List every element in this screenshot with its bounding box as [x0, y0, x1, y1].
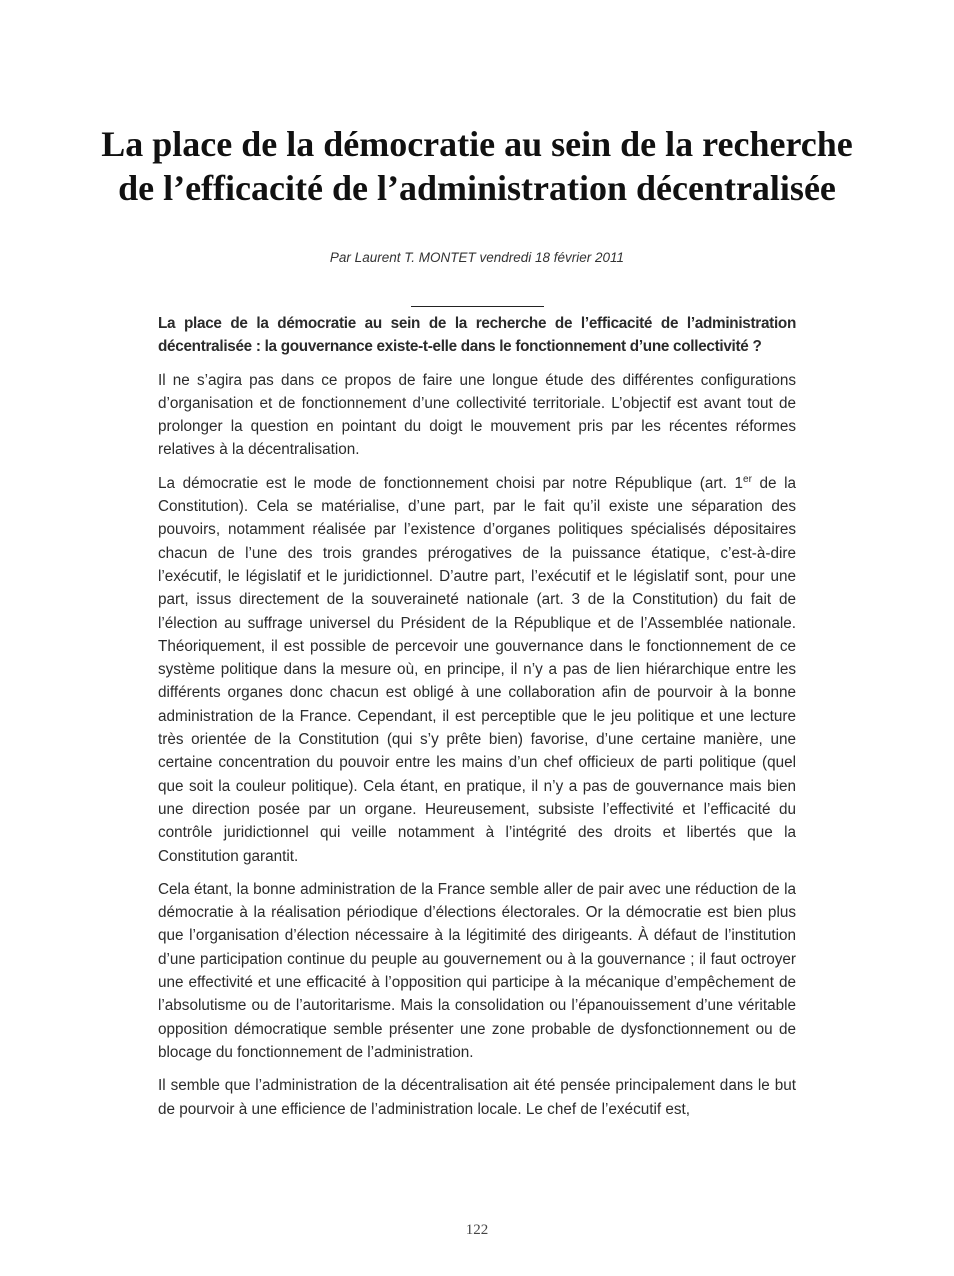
paragraph-2-start: La démocratie est le mode de fonctionnement choisi par notre République (art. 1: [158, 474, 744, 492]
article-byline: Par Laurent T. MONTET vendredi 18 février 2011: [329, 250, 625, 265]
paragraph-2: [158, 472, 796, 868]
article-title: La place de la démocratie au sein de la recherche de l’efficacité de l’administration décentralisée: [101, 124, 853, 208]
lead-paragraph: La place de la démocratie au sein de la recherche de l’efficacité de l’administration décentralisée : la gouvernance existe-t-elle dans le fonctionnement d’une collectivité ?: [158, 315, 796, 356]
article-body: [158, 312, 796, 1131]
page-number: 122: [465, 1222, 489, 1238]
paragraph-1: Il ne s’agira pas dans ce propos de faire une longue étude des différentes configurations d’organisation et de fonctionnement d’une collectivité territoriale. L’objectif est avant tout de prolonger la question en pointant du doigt le mouvement pris par les récentes réformes relatives à la décentralisation.: [158, 371, 796, 459]
paragraph-4: Il semble que l’administration de la décentralisation ait été pensée principalement dans le but de pourvoir à une efficience de l’administration locale. Le chef de l’exécutif est,: [158, 1077, 796, 1118]
paragraph-3: Cela étant, la bonne administration de la France semble aller de pair avec une réduction de la démocratie à la réalisation périodique d’élections électorales. Or la démocratie est bien plus que l’organisation d’élection nécessaire à la légitimité des dirigeants. À défaut de l’institution d’une participation continue du peuple au gouvernement ou à la gouvernance ; il faut octroyer une effectivité et une efficacité à l’opposition qui participe à la mécanique d’empêchement de l’absolutisme ou de l’autoritarisme. Mais la consolidation ou l’épanouissement d’une véritable opposition démocratique semble présenter une zone probable de dysfonctionnement ou de blocage du fonctionnement de l’administration.: [158, 880, 796, 1061]
ordinal-superscript: er: [743, 473, 752, 485]
title-divider: [411, 306, 544, 307]
paragraph-2-rest: de la Constitution). Cela se matérialise, d’une part, par le fait qu’il existe une séparation des pouvoirs, notamment réalisée par l’existence d’organes politiques spécialisés dépositaires chacun de l’une des trois grandes prérogatives de la puissance étatique, c’est-à-dire l’exécutif, le législatif et le juridictionnel. D’autre part, l’exécutif et le législatif sont, pour une part, issus directement de la souveraineté nationale (art. 3 de la Constitution) du fait de l’élection au suffrage universel du Président de la République et de l’Assemblée nationale. Théoriquement, il est possible de percevoir une gouvernance dans le fonctionnement de ce système politique dans la mesure où, en principe, il n’y a pas de lien hiérarchique entre les différents organes donc chacun est obligé à une collaboration afin de pourvoir à la bonne administration de la France. Cependant, il est perceptible que le jeu politique et une lecture très orientée de la Constitution (qui s’y prête bien) favorise, d’une certaine manière, une certaine concentration du pouvoir entre les mains d’un chef officieux de parti politique (quel que soit la couleur politique). Cela étant, en pratique, il n’y a pas de gouvernance mais bien une direction posée par un organe. Heureusement, subsiste l’effectivité et l’efficacité du contrôle juridictionnel qui veille notamment à l’intégrité des droits et libertés que la Constitution garantit.: [158, 474, 797, 865]
